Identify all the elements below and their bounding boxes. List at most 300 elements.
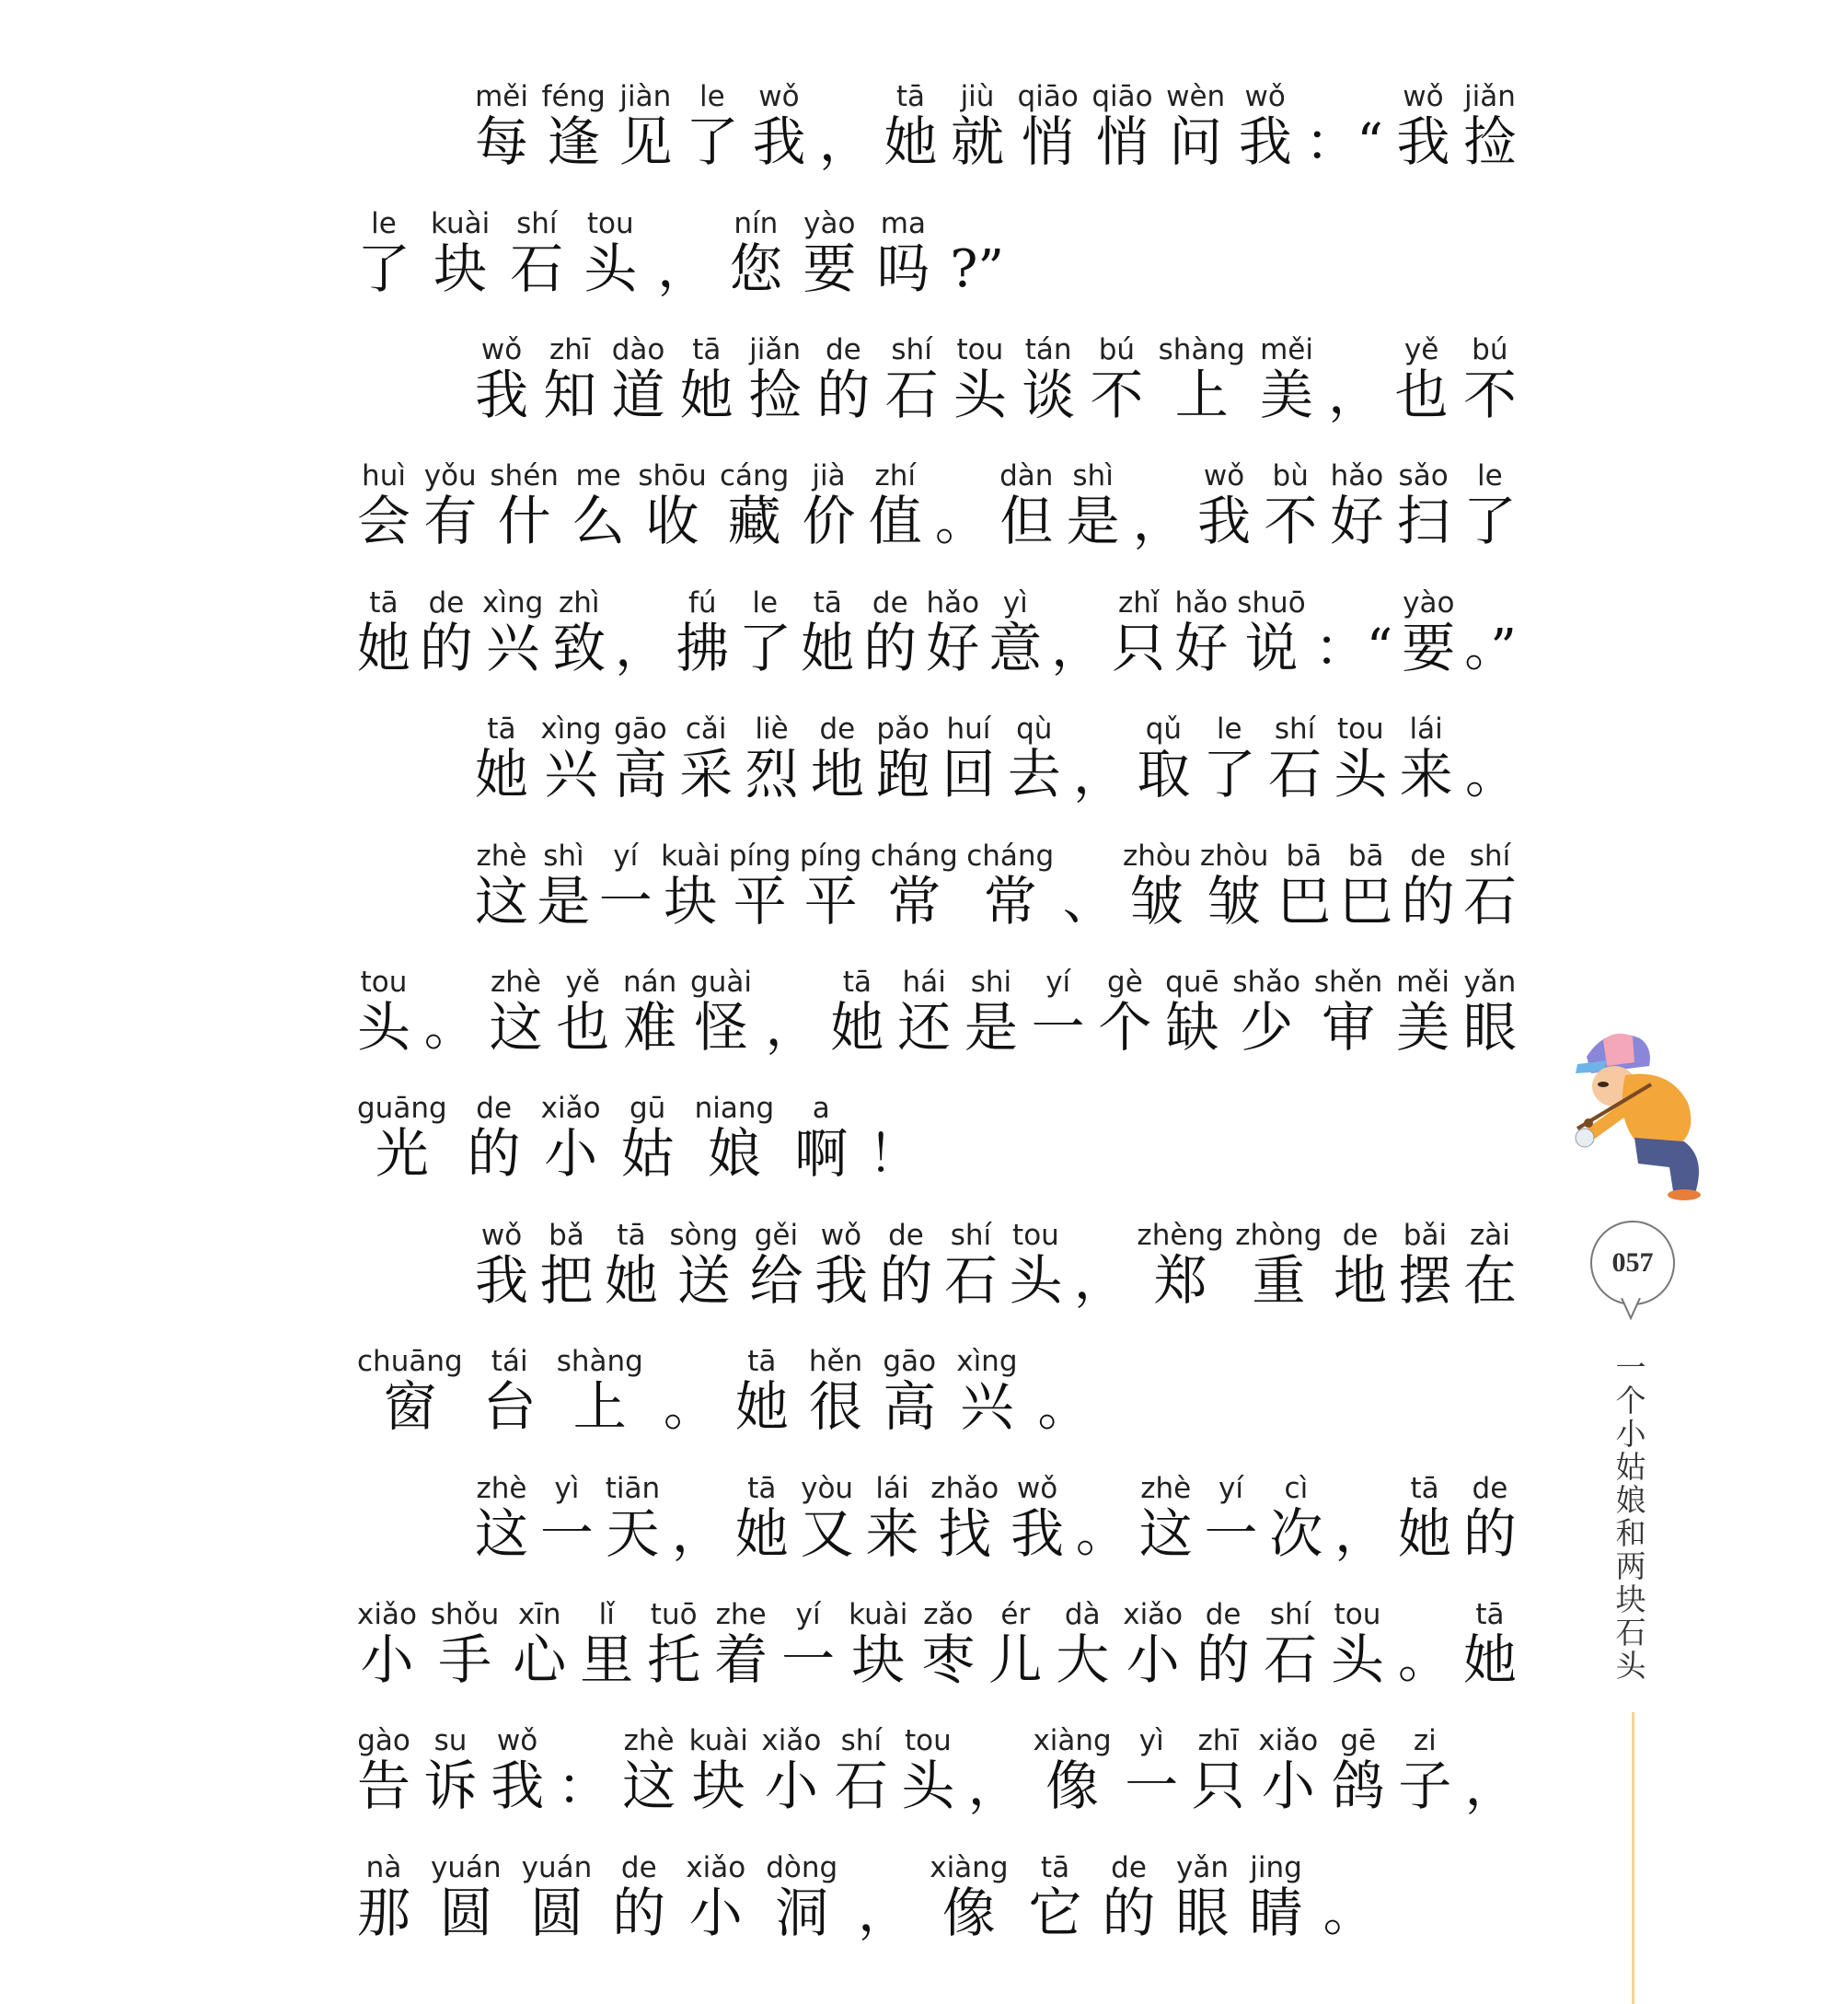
hanzi: 兴	[486, 616, 540, 679]
text-line	[357, 185, 1517, 299]
ruby-char	[475, 834, 528, 932]
ruby-char	[1137, 707, 1190, 805]
pinyin: lái	[875, 1471, 909, 1505]
hanzi: 小	[764, 1755, 818, 1818]
ruby-char	[510, 202, 563, 300]
hanzi: 了	[357, 237, 411, 300]
pinyin: yǒu	[423, 459, 477, 493]
ruby-char	[876, 202, 930, 300]
ruby-char	[612, 328, 665, 426]
ruby-char	[761, 1719, 821, 1817]
ruby-char	[1137, 1213, 1223, 1312]
pinyin: chuāng	[357, 1345, 463, 1379]
pinyin: xìng	[956, 1345, 1018, 1379]
pinyin: shén	[490, 459, 559, 493]
text-line	[357, 312, 1517, 426]
ruby-char	[1463, 75, 1517, 173]
hanzi: 石	[1264, 1628, 1318, 1691]
ruby-char	[513, 1593, 566, 1691]
hanzi: 很	[809, 1375, 863, 1439]
hanzi: 要	[1402, 616, 1456, 679]
hanzi: 石	[1268, 743, 1322, 806]
hanzi: ，	[1073, 745, 1126, 805]
hanzi: 石	[1462, 869, 1517, 932]
pinyin: ma	[880, 206, 926, 240]
hanzi: 她	[884, 110, 938, 174]
ruby-char	[766, 962, 817, 1058]
ruby-char	[679, 707, 733, 805]
hanzi: 要	[803, 237, 857, 300]
ruby-char	[766, 1846, 837, 1944]
hanzi: 儿	[988, 1628, 1043, 1691]
hanzi: 了	[685, 110, 739, 174]
pinyin: zhǐ	[1117, 585, 1160, 620]
hanzi: 您	[729, 237, 783, 300]
ruby-char	[1463, 960, 1517, 1059]
pinyin: xiǎo	[357, 1598, 417, 1631]
ruby-char	[1123, 1593, 1183, 1691]
ruby-char	[966, 834, 1054, 932]
hanzi: 小	[544, 1122, 598, 1186]
pinyin: jiǎn	[749, 333, 801, 367]
hanzi: 她	[830, 996, 884, 1060]
hanzi: 道	[611, 364, 665, 427]
hanzi: 头	[901, 1755, 955, 1818]
pinyin: le	[752, 585, 779, 620]
pinyin: yào	[803, 206, 856, 240]
pinyin: de	[1111, 1850, 1147, 1884]
pinyin: a	[812, 1092, 830, 1126]
hanzi: 小	[688, 1881, 743, 1944]
pinyin: hǎo	[926, 585, 980, 620]
ruby-char	[475, 1213, 528, 1312]
pinyin: yǎn	[1463, 966, 1517, 1000]
hanzi: 块	[851, 1628, 906, 1691]
pinyin: zi	[1413, 1724, 1437, 1758]
ruby-char	[1395, 328, 1449, 426]
hanzi: 。	[1075, 1503, 1127, 1564]
ruby-char	[1398, 1719, 1451, 1817]
ruby-char	[1334, 707, 1387, 805]
ruby-char	[809, 1339, 862, 1438]
pinyin: de	[825, 333, 861, 367]
hanzi: 的	[467, 1122, 521, 1186]
ruby-char	[540, 707, 601, 805]
pinyin: tā	[747, 1345, 777, 1379]
ruby-char	[1123, 834, 1192, 932]
ruby-char	[1166, 75, 1225, 173]
hanzi: 在	[1462, 1248, 1517, 1312]
hanzi: ，	[765, 998, 817, 1059]
hanzi: ，	[858, 1883, 910, 1944]
ruby-char	[964, 960, 1018, 1059]
ruby-char	[901, 1719, 954, 1817]
hanzi: 缺	[1165, 996, 1219, 1060]
pinyin: bú	[1472, 333, 1508, 367]
ruby-char	[1463, 1593, 1517, 1691]
ruby-char	[1038, 1342, 1090, 1438]
pinyin: xīn	[517, 1598, 561, 1631]
pinyin: dào	[611, 333, 665, 367]
hanzi: 块	[664, 869, 718, 932]
ruby-char	[1165, 960, 1219, 1059]
pinyin: me	[575, 459, 621, 493]
hanzi: 只	[1191, 1755, 1245, 1818]
ruby-char	[1398, 1466, 1451, 1565]
pinyin: le	[699, 80, 725, 114]
hanzi: 。	[934, 492, 987, 552]
pinyin: bā	[1347, 839, 1384, 873]
pinyin: tou	[905, 1724, 952, 1758]
pinyin: zhè	[623, 1724, 675, 1758]
pinyin: wǒ	[1403, 80, 1444, 114]
ruby-char	[956, 1339, 1017, 1438]
text-line	[357, 1071, 1517, 1185]
pinyin: zhǎo	[930, 1471, 999, 1505]
hanzi: 送	[676, 1248, 731, 1312]
ruby-char	[1174, 581, 1228, 679]
pinyin: tā	[617, 1218, 646, 1252]
pinyin: kuài	[688, 1724, 748, 1758]
pinyin: wǒ	[480, 333, 523, 367]
hanzi: 我	[752, 110, 806, 174]
ruby-char	[720, 454, 789, 552]
hanzi: 高	[613, 743, 667, 806]
ruby-char	[1315, 583, 1393, 678]
pinyin: tā	[842, 966, 872, 1000]
pinyin: shí	[1269, 1598, 1311, 1631]
ruby-char	[1463, 1213, 1517, 1312]
ruby-char	[1334, 1468, 1386, 1564]
ruby-char	[695, 1086, 775, 1185]
pinyin: tuō	[650, 1598, 698, 1631]
hanzi: ，	[1073, 1251, 1126, 1312]
side-divider	[1632, 1712, 1634, 2004]
ruby-char	[988, 581, 1042, 679]
ruby-char	[540, 1466, 594, 1565]
ruby-char	[1197, 454, 1251, 552]
hanzi: 每	[475, 110, 529, 174]
hanzi: ，	[1464, 1756, 1517, 1817]
ruby-char	[612, 1846, 665, 1944]
hanzi: 这	[475, 869, 529, 932]
ruby-char	[483, 1339, 537, 1438]
ruby-char	[941, 707, 995, 805]
hanzi: 重	[1252, 1248, 1306, 1312]
hanzi: 审	[1322, 996, 1376, 1060]
pinyin: tā	[1410, 1471, 1439, 1505]
text-line	[357, 59, 1517, 173]
pinyin: zài	[1470, 1218, 1510, 1252]
text-line	[357, 1198, 1517, 1312]
pinyin: cháng	[870, 839, 958, 873]
ruby-char	[1402, 581, 1455, 679]
ruby-char	[876, 707, 930, 805]
ruby-char	[1011, 1466, 1064, 1565]
hanzi: 。	[663, 1377, 715, 1438]
text-line	[357, 1577, 1517, 1691]
pinyin: tái	[491, 1345, 528, 1379]
ruby-char	[615, 583, 666, 678]
hanzi: 不	[1264, 490, 1318, 553]
ruby-char	[431, 202, 490, 300]
pinyin: gào	[357, 1724, 410, 1758]
pinyin: su	[433, 1724, 468, 1758]
hanzi: 手	[438, 1628, 492, 1691]
ruby-char	[1277, 834, 1331, 932]
ruby-char	[1033, 1719, 1111, 1817]
ruby-char	[661, 834, 720, 932]
pinyin: de	[620, 1850, 657, 1884]
hanzi: 来	[1399, 743, 1453, 806]
ruby-char	[606, 1466, 660, 1565]
ruby-char	[1463, 328, 1517, 426]
pinyin: wǒ	[820, 1218, 862, 1252]
ruby-char	[885, 328, 939, 426]
pinyin: tou	[956, 333, 1004, 367]
pinyin: yí	[1045, 966, 1071, 1000]
hanzi: 是	[964, 996, 1018, 1060]
ruby-char	[816, 328, 870, 426]
ruby-char	[572, 454, 625, 552]
ruby-char	[868, 1089, 919, 1185]
hanzi: 么	[572, 490, 626, 553]
pinyin: zhè	[1140, 1471, 1192, 1505]
hanzi: 一	[598, 869, 653, 932]
ruby-char	[1463, 1466, 1517, 1565]
pinyin: sǎo	[1398, 459, 1449, 493]
hanzi: 知	[543, 364, 597, 427]
hanzi: 的	[1462, 1501, 1517, 1565]
ruby-char	[926, 581, 979, 679]
hanzi: 收	[645, 490, 699, 553]
hanzi: 这	[622, 1755, 676, 1818]
hanzi: 娘	[707, 1122, 761, 1186]
hanzi: 石	[943, 1248, 998, 1312]
hanzi: 。	[1322, 1883, 1375, 1944]
hanzi: 一	[1031, 996, 1085, 1060]
ruby-char	[638, 454, 706, 552]
hanzi: ：“	[1305, 112, 1383, 173]
ruby-char	[801, 581, 854, 679]
text-line	[357, 944, 1517, 1059]
ruby-char	[491, 1719, 544, 1817]
pinyin: bǎ	[549, 1218, 584, 1252]
ruby-char	[468, 1086, 521, 1185]
pinyin: qù	[1016, 712, 1053, 747]
pinyin: dà	[1064, 1598, 1101, 1631]
hanzi: 来	[865, 1501, 919, 1565]
pinyin: gē	[1340, 1724, 1377, 1758]
hanzi: 了	[1202, 743, 1256, 806]
hanzi: 常	[887, 869, 941, 932]
hanzi: 头	[1009, 1248, 1063, 1312]
page-bubble-tail	[1620, 1298, 1642, 1320]
ruby-char	[605, 1213, 658, 1312]
hanzi: 会	[357, 490, 411, 553]
hanzi: 悄	[1095, 110, 1149, 174]
hanzi: ?”	[950, 239, 1005, 299]
ruby-char	[1237, 581, 1305, 679]
hanzi: 次	[1269, 1501, 1323, 1565]
hanzi: 吗	[876, 237, 930, 300]
hanzi: 见	[618, 110, 673, 174]
ruby-char	[1074, 1215, 1126, 1311]
pinyin: zhèng	[1137, 1218, 1224, 1252]
hanzi: 价	[802, 490, 856, 553]
text-line	[357, 1703, 1517, 1817]
ruby-char	[540, 1213, 594, 1312]
hanzi: 怪	[694, 996, 748, 1060]
hanzi: 值	[868, 490, 922, 553]
hanzi: 皱	[1130, 869, 1184, 932]
ruby-char	[522, 1846, 593, 1944]
hanzi: 烈	[745, 743, 799, 806]
pinyin: zhī	[1197, 1724, 1240, 1758]
ruby-char	[921, 1593, 975, 1691]
pinyin: nín	[733, 206, 779, 240]
ruby-char	[748, 328, 802, 426]
ruby-char	[475, 707, 528, 805]
ruby-char	[999, 454, 1053, 552]
ruby-char	[745, 707, 799, 805]
hanzi: 一	[539, 1501, 594, 1565]
ruby-char	[1465, 710, 1517, 805]
pinyin: le	[371, 206, 397, 240]
hanzi: 捡	[748, 364, 803, 427]
hanzi: 她	[605, 1248, 659, 1312]
pinyin: tou	[360, 966, 408, 1000]
hanzi: 的	[1196, 1628, 1251, 1691]
hanzi: 常	[983, 869, 1037, 932]
ruby-char	[1463, 834, 1517, 932]
ruby-char	[1176, 1846, 1230, 1944]
ruby-char	[431, 1593, 499, 1691]
hanzi: 了	[1462, 490, 1517, 553]
pinyin: de	[1342, 1218, 1379, 1252]
page-number: 057	[1590, 1221, 1675, 1305]
pinyin: shí	[891, 333, 932, 367]
pinyin: yuán	[431, 1850, 502, 1884]
hanzi: 上	[1174, 364, 1229, 427]
pinyin: xìng	[482, 585, 544, 620]
pinyin: jià	[812, 459, 846, 493]
ruby-char	[953, 328, 1007, 426]
hanzi: 意	[988, 616, 1043, 679]
hanzi: 块	[433, 237, 488, 300]
hanzi: ：“	[1314, 619, 1393, 679]
pinyin: shàng	[1158, 333, 1245, 367]
ruby-char	[557, 1339, 643, 1438]
ruby-char	[1235, 1213, 1322, 1312]
hanzi: 什	[497, 490, 551, 553]
hanzi: 好	[1330, 490, 1384, 553]
hanzi: 小	[1261, 1755, 1315, 1818]
hanzi: 兴	[960, 1375, 1014, 1439]
ruby-char	[944, 1213, 998, 1312]
pinyin: yì	[1002, 585, 1028, 620]
hanzi: 郑	[1153, 1248, 1207, 1312]
ruby-char	[676, 581, 729, 679]
hanzi: 她	[734, 1501, 789, 1565]
hanzi: 难	[623, 996, 677, 1060]
ruby-char	[1334, 1213, 1387, 1312]
ruby-char	[1239, 75, 1292, 173]
text-line	[357, 565, 1517, 679]
hanzi: 枣	[921, 1628, 976, 1691]
hanzi: 藏	[727, 490, 781, 553]
pinyin: xìng	[540, 712, 602, 747]
hanzi: 悄	[1021, 110, 1075, 174]
hanzi: 头	[357, 996, 411, 1060]
ruby-char	[951, 75, 1004, 173]
hanzi: 巴	[1339, 869, 1393, 932]
ruby-char	[988, 1593, 1042, 1691]
ruby-char	[1091, 75, 1152, 173]
pinyin: de	[1410, 839, 1446, 873]
pinyin: fú	[687, 585, 717, 620]
ruby-char	[541, 1086, 601, 1185]
hanzi: 托	[647, 1628, 701, 1691]
ruby-char	[1397, 454, 1450, 552]
pinyin: bù	[1272, 459, 1309, 493]
ruby-char	[800, 834, 862, 932]
ruby-char	[357, 581, 410, 679]
ruby-char	[1464, 583, 1517, 678]
ruby-char	[1250, 1846, 1303, 1944]
pinyin: tou	[1012, 1218, 1059, 1252]
pinyin: xiǎo	[540, 1092, 601, 1126]
hanzi: ，	[657, 239, 710, 299]
pinyin: gěi	[754, 1218, 799, 1252]
hanzi: 她	[801, 616, 855, 679]
hanzi: 不	[1462, 364, 1517, 427]
ruby-char	[729, 834, 791, 932]
ruby-char	[1305, 77, 1383, 173]
pinyin: tou	[1336, 712, 1384, 747]
hanzi: 小	[360, 1628, 414, 1691]
pinyin: shuō	[1237, 585, 1306, 620]
hanzi: 的	[863, 616, 918, 679]
ruby-char	[1268, 707, 1322, 805]
pinyin: liè	[755, 712, 789, 747]
ruby-char	[950, 203, 1004, 299]
hanzi: 那	[357, 1881, 411, 1944]
hanzi: 平	[803, 869, 858, 932]
hanzi: 这	[1138, 1501, 1193, 1565]
ruby-char	[552, 581, 606, 679]
ruby-char	[1323, 1848, 1375, 1943]
ruby-char	[357, 1593, 417, 1691]
ruby-char	[1264, 454, 1317, 552]
hanzi: 上	[572, 1375, 627, 1439]
pinyin: zhè	[490, 966, 541, 1000]
ruby-char	[357, 1846, 410, 1944]
ruby-char	[680, 328, 733, 426]
ruby-char	[583, 202, 637, 300]
pinyin: xiàng	[930, 1850, 1009, 1884]
hanzi: 捡	[1462, 110, 1517, 174]
ruby-char	[690, 960, 752, 1059]
ruby-char	[672, 1468, 723, 1564]
pinyin: tán	[1024, 333, 1072, 367]
hanzi: 我	[1197, 490, 1252, 553]
hanzi: 说	[1244, 616, 1299, 679]
hanzi: ，	[671, 1503, 723, 1564]
pinyin: yòu	[801, 1471, 854, 1505]
hanzi: 只	[1112, 616, 1166, 679]
ruby-char	[1018, 75, 1079, 173]
